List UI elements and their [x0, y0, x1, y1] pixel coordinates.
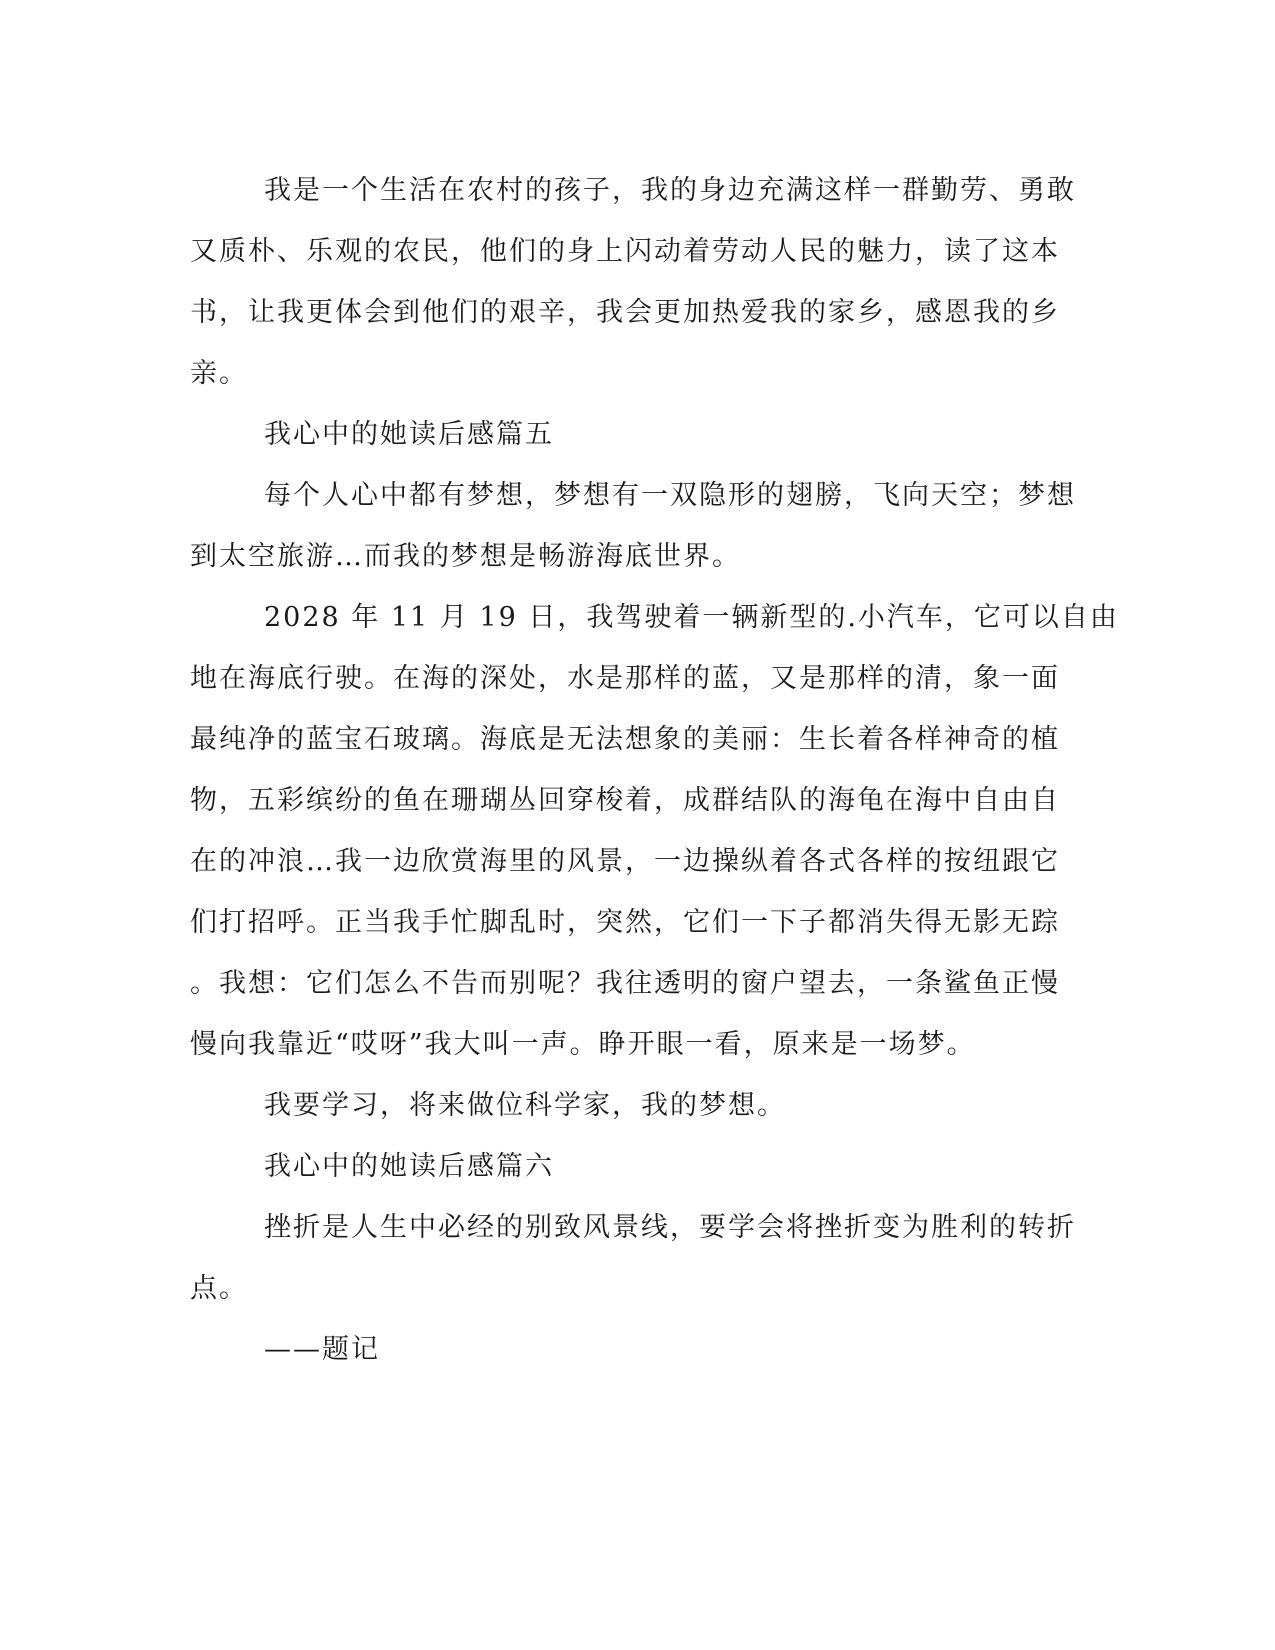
text-line: 我要学习，将来做位科学家，我的梦想。: [264, 1090, 786, 1121]
text-line: ——题记: [264, 1334, 380, 1365]
text-line: 慢向我靠近“哎呀”我大叫一声。睁开眼一看，原来是一场梦。: [190, 1029, 976, 1060]
text-line: 我心中的她读后感篇五: [264, 419, 554, 450]
text-line: 每个人心中都有梦想，梦想有一双隐形的翅膀，飞向天空；梦想: [264, 480, 1076, 511]
text-line: 最纯净的蓝宝石玻璃。海底是无法想象的美丽：生长着各样神奇的植: [190, 724, 1060, 755]
text-line: 地在海底行驶。在海的深处，水是那样的蓝，又是那样的清，象一面: [190, 663, 1060, 694]
text-line: 书，让我更体会到他们的艰辛，我会更加热爱我的家乡，感恩我的乡: [190, 297, 1060, 328]
text-line: 在的冲浪…我一边欣赏海里的风景，一边操纵着各式各样的按纽跟它: [190, 846, 1060, 877]
text-line: 点。: [190, 1273, 248, 1304]
text-line: 又质朴、乐观的农民，他们的身上闪动着劳动人民的魅力，读了这本: [190, 236, 1060, 267]
text-line: 物，五彩缤纷的鱼在珊瑚丛回穿梭着，成群结队的海龟在海中自由自: [190, 785, 1060, 816]
document-body: [190, 160, 1119, 1380]
text-line: 我是一个生活在农村的孩子，我的身边充满这样一群勤劳、勇敢: [264, 175, 1076, 206]
text-line: 亲。: [190, 358, 248, 389]
text-line: 2028 年 11 月 19 日，我驾驶着一辆新型的.小汽车，它可以自由: [264, 602, 1119, 633]
text-line: 们打招呼。正当我手忙脚乱时，突然，它们一下子都消失得无影无踪: [190, 907, 1060, 938]
text-line: 挫折是人生中必经的别致风景线，要学会将挫折变为胜利的转折: [264, 1212, 1076, 1243]
text-line: 我心中的她读后感篇六: [264, 1151, 554, 1182]
text-line: 。我想：它们怎么不告而别呢？我往透明的窗户望去，一条鲨鱼正慢: [190, 968, 1060, 999]
text-line: 到太空旅游…而我的梦想是畅游海底世界。: [190, 541, 741, 572]
